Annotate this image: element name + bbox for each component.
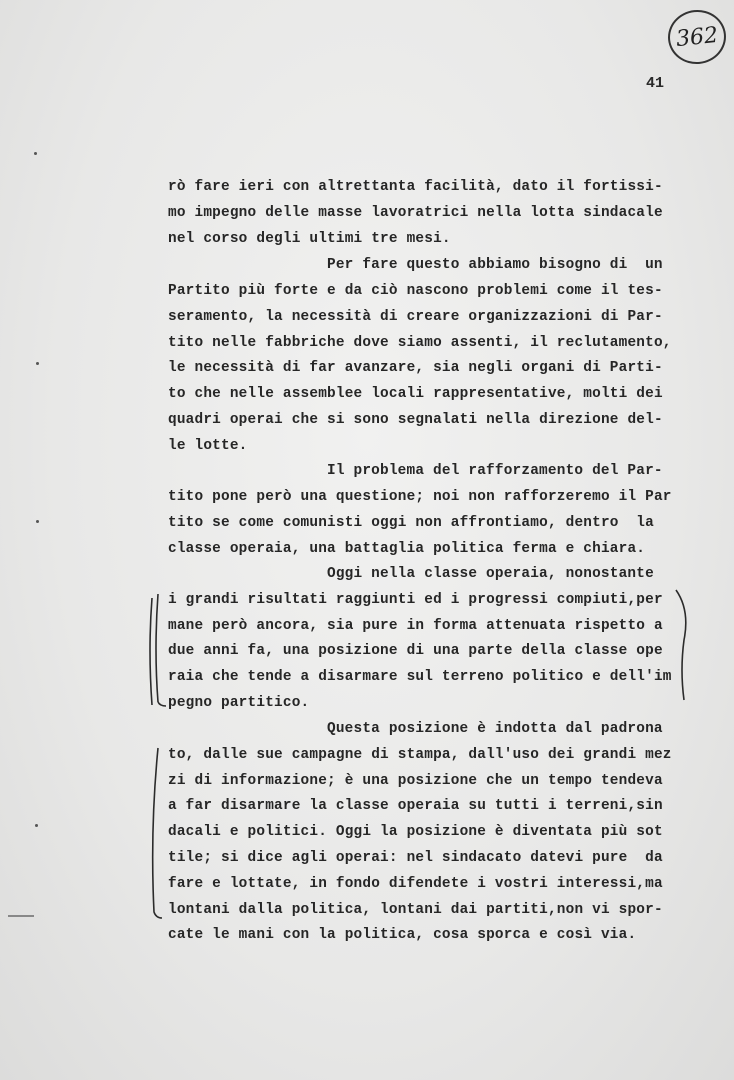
text-line: fare e lottate, in fondo difendete i vostri interessi,ma: [168, 876, 663, 892]
text-line: classe operaia, una battaglia politica ferma e chiara.: [168, 541, 646, 557]
text-line: to che nelle assemblee locali rappresentative, molti dei: [168, 386, 663, 402]
text-line: Questa posizione è indotta dal padrona: [327, 721, 663, 737]
text-line: tile; si dice agli operai: nel sindacato datevi pure da: [168, 850, 663, 866]
text-line: raia che tende a disarmare sul terreno politico e dell'im: [168, 669, 672, 685]
text-line: i grandi risultati raggiunti ed i progressi compiuti,per: [168, 592, 663, 608]
text-line: quadri operai che si sono segnalati nella direzione del-: [168, 412, 663, 428]
text-line: Partito più forte e da ciò nascono problemi come il tes-: [168, 283, 663, 299]
scan-speck: [35, 824, 38, 827]
text-line: tito nelle fabbriche dove siamo assenti, il reclutamento,: [168, 335, 672, 351]
text-line: cate le mani con la politica, cosa sporca e così via.: [168, 927, 637, 943]
left-bracket-lower: [153, 748, 162, 918]
text-line: dacali e politici. Oggi la posizione è diventata più sot: [168, 824, 663, 840]
text-line: le necessità di far avanzare, sia negli organi di Parti-: [168, 360, 663, 376]
scan-speck: [36, 362, 39, 365]
text-line: seramento, la necessità di creare organizzazioni di Par-: [168, 309, 663, 325]
text-line: lontani dalla politica, lontani dai partiti,non vi spor-: [168, 902, 663, 918]
page-number: 41: [646, 75, 665, 92]
text-line: le lotte.: [168, 438, 248, 454]
text-line: tito se come comunisti oggi non affrontiamo, dentro la: [168, 515, 654, 531]
scan-speck: [34, 152, 37, 155]
right-bracket: [676, 590, 686, 700]
text-line: to, dalle sue campagne di stampa, dall'uso dei grandi mez: [168, 747, 672, 763]
text-line: zi di informazione; è una posizione che un tempo tendeva: [168, 773, 663, 789]
text-line: a far disarmare la classe operaia su tutti i terreni,sin: [168, 798, 663, 814]
text-line: due anni fa, una posizione di una parte della classe ope: [168, 643, 663, 659]
text-line: mane però ancora, sia pure in forma attenuata rispetto a: [168, 618, 663, 634]
text-line: mo impegno delle masse lavoratrici nella lotta sindacale: [168, 205, 663, 221]
scan-edge-mark: [8, 915, 34, 917]
text-line: Il problema del rafforzamento del Par-: [327, 463, 663, 479]
text-line: rò fare ieri con altrettanta facilità, dato il fortissi-: [168, 179, 663, 195]
text-line: pegno partitico.: [168, 695, 310, 711]
text-line: tito pone però una questione; noi non rafforzeremo il Par: [168, 489, 672, 505]
archive-stamp: 362: [665, 7, 728, 67]
left-double-bracket: [150, 594, 166, 706]
text-line: Per fare questo abbiamo bisogno di un: [327, 257, 663, 273]
scan-speck: [36, 520, 39, 523]
text-line: Oggi nella classe operaia, nonostante: [327, 566, 654, 582]
text-line: nel corso degli ultimi tre mesi.: [168, 231, 451, 247]
